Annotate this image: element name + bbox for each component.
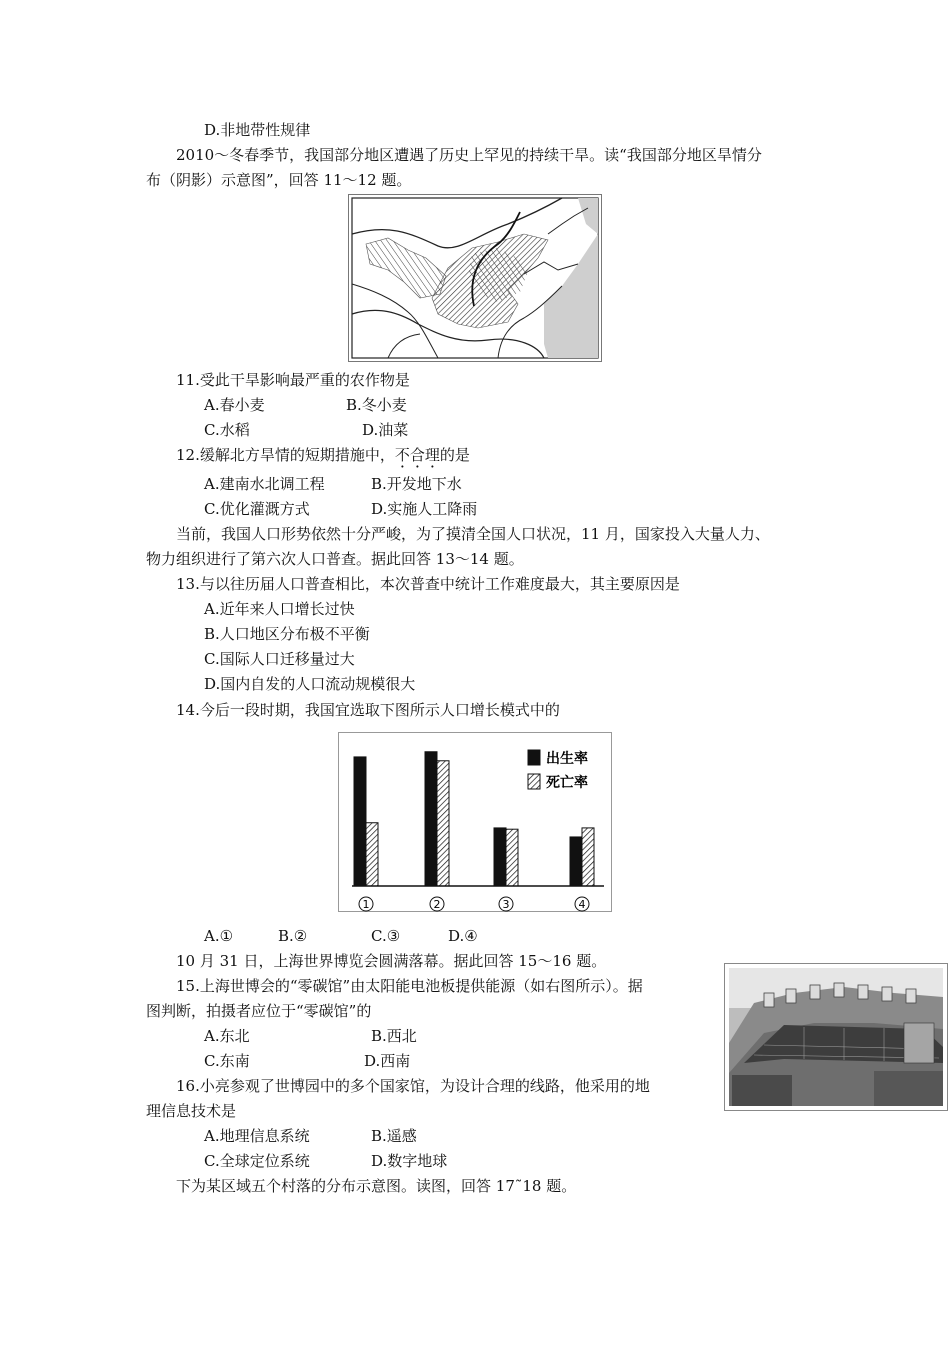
bar-death-rate-2 [437,761,449,886]
question-15-line2: 图判断，拍摄者应位于“零碳馆”的 [146,1002,372,1020]
drought-map-figure [348,194,602,362]
zero-carbon-pavilion-figure [724,963,950,1111]
question-13-option-d: D.国内自发的人口流动规模很大 [204,675,416,693]
legend-swatch [528,774,540,789]
question-12-option-d: D.实施人工降雨 [371,500,478,518]
question-14-option-d: D.④ [448,927,478,945]
emphasis-char: 合 [409,446,425,464]
question-16-option-d: D.数字地球 [371,1152,448,1170]
question-16-option-c: C.全球定位系统 [204,1152,310,1170]
question-11: 11.受此干旱影响最严重的农作物是 [176,371,410,389]
emphasis-char: 不 [394,446,410,464]
intro-drought-line1: 2010～冬春季节，我国部分地区遭遇了历史上罕见的持续干旱。读“我国部分地区旱情分 [176,146,762,164]
question-14-option-b: B.② [278,927,308,945]
intro-census-line2: 物力组织进行了第六次人口普查。据此回答 13～14 题。 [146,550,524,568]
question-13: 13.与以往历届人口普查相比，本次普查中统计工作难度最大，其主要原因是 [176,575,680,593]
question-16-line2: 理信息技术是 [146,1102,237,1120]
question-11-option-d: D.油菜 [362,421,409,439]
drought-map-icon [348,194,602,362]
question-12 [176,445,470,465]
question-15-option-a: A.东北 [204,1027,250,1045]
bar-birth-rate-1 [354,757,366,886]
question-12-stem-end: 的是 [439,446,470,464]
bar-birth-rate-2 [425,752,437,886]
legend-swatch [528,750,540,765]
question-12-option-a: A.建南水北调工程 [204,475,325,493]
legend-label: 出生率 [546,751,588,767]
question-16-option-b: B.遥感 [371,1127,417,1145]
question-10-option-d: D.非地带性规律 [204,121,311,139]
population-chart-svg [338,732,612,912]
intro-census-line1: 当前，我国人口形势依然十分严峻，为了摸清全国人口状况，11 月，国家投入大量人力、 [176,525,770,543]
x-tick-label: 3 [502,898,510,911]
question-13-option-b: B.人口地区分布极不平衡 [204,625,370,643]
intro-drought-line2: 布（阴影）示意图”，回答 11～12 题。 [146,171,412,189]
emphasis-char: 理 [424,446,440,464]
bar-death-rate-3 [506,829,518,886]
question-15-line1: 15.上海世博会的“零碳馆”由太阳能电池板提供能源（如右图所示）。据 [176,977,643,995]
x-tick-label: 2 [433,898,441,911]
question-14: 14.今后一段时期，我国宜选取下图所示人口增长模式中的 [176,701,560,719]
question-14-option-a: A.① [204,927,234,945]
x-tick-label: 1 [362,898,370,911]
question-16-option-a: A.地理信息系统 [204,1127,310,1145]
question-11-option-a: A.春小麦 [204,396,265,414]
question-12-stem: 12.缓解北方旱情的短期措施中， [176,446,395,464]
question-15-option-c: C.东南 [204,1052,250,1070]
intro-villages: 下为某区域五个村落的分布示意图。读图，回答 17˜18 题。 [176,1177,577,1195]
bar-death-rate-1 [366,823,378,886]
bar-birth-rate-3 [494,828,506,886]
bar-death-rate-4 [582,828,594,886]
question-13-option-a: A.近年来人口增长过快 [204,600,355,618]
bar-birth-rate-4 [570,837,582,886]
question-16-line1: 16.小亮参观了世博园中的多个国家馆，为设计合理的线路，他采用的地 [176,1077,650,1095]
x-tick-label: 4 [578,898,586,911]
question-11-option-b: B.冬小麦 [346,396,407,414]
legend-label: 死亡率 [546,775,588,791]
question-15-option-d: D.西南 [364,1052,411,1070]
question-14-option-c: C.③ [371,927,401,945]
question-12-option-c: C.优化灌溉方式 [204,500,310,518]
question-11-option-c: C.水稻 [204,421,250,439]
question-13-option-c: C.国际人口迁移量过大 [204,650,355,668]
intro-expo: 10 月 31 日，上海世界博览会圆满落幕。据此回答 15～16 题。 [176,952,607,970]
question-12-option-b: B.开发地下水 [371,475,462,493]
question-15-option-b: B.西北 [371,1027,417,1045]
zero-carbon-pavilion-photo-icon [724,963,948,1111]
population-chart [338,732,612,912]
